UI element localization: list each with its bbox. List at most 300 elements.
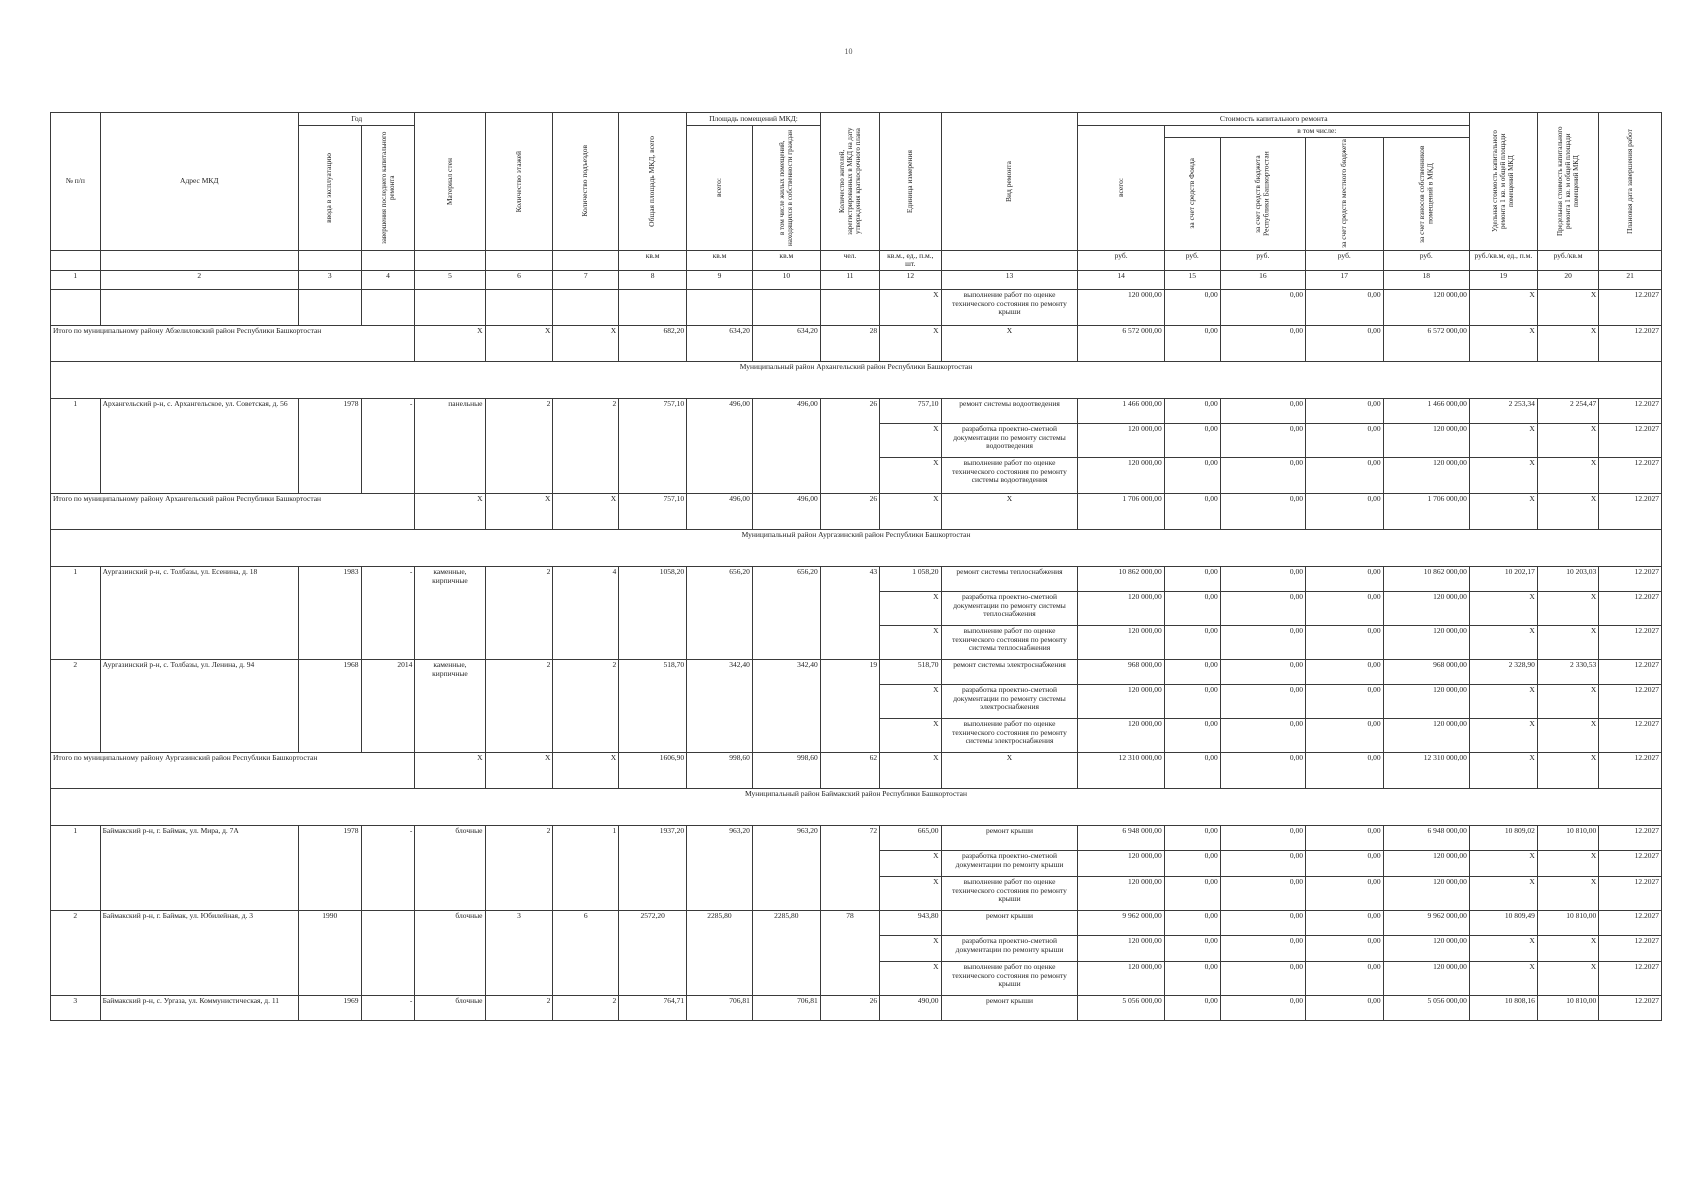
cell-local: 0,00 [1305, 625, 1383, 659]
cell-unit: 665,00 [880, 825, 941, 850]
cell-people: 62 [820, 752, 879, 788]
cell-work: разработка проектно-сметной документации по ремонту системы водоотведения [941, 423, 1078, 457]
section-title: Муниципальный район Аургазинский район Республики Башкортостан [51, 529, 1662, 566]
cell-fund: 0,00 [1164, 961, 1220, 995]
cell-entrances: 6 [553, 910, 619, 995]
table-row [51, 566, 1662, 591]
cell-people: 28 [820, 325, 879, 361]
cell-work: ремонт системы водоотведения [941, 398, 1078, 423]
cell-area: 518,70 [619, 659, 687, 752]
col-number: 16 [1220, 270, 1305, 289]
hdr-num: № п/п [51, 113, 101, 251]
cell-total: 9 962 000,00 [1078, 910, 1164, 935]
cell-material: блочные [415, 910, 485, 995]
unit-rub: руб. [1305, 250, 1383, 270]
cell-premises: 634,20 [687, 325, 753, 361]
col-number: 11 [820, 270, 879, 289]
cell-people: 72 [820, 825, 879, 910]
col-number: 21 [1599, 270, 1662, 289]
cell-total: 120 000,00 [1078, 625, 1164, 659]
cell-local: 0,00 [1305, 718, 1383, 752]
cell-owners: 1 466 000,00 [1383, 398, 1469, 423]
page-number: 10 [844, 47, 853, 56]
cell-x: X [553, 325, 619, 361]
cell-floors: 2 [485, 398, 553, 493]
cell-last-repair: - [361, 995, 415, 1020]
cell-premises: 342,40 [687, 659, 753, 752]
cell-total: 120 000,00 [1078, 876, 1164, 910]
cell-x: X [485, 493, 553, 529]
cell-res-area: 496,00 [752, 493, 820, 529]
hdr-residents: Количество жителей, зарегистрированных в МКД на дату утверждения краткосрочного плана [820, 113, 879, 251]
col-number: 10 [752, 270, 820, 289]
cell-date: 12.2027 [1599, 910, 1662, 935]
table-row [51, 659, 1662, 684]
cell-floors: 2 [485, 825, 553, 910]
cell-work: выполнение работ по оценке технического состояния по ремонту крыши [941, 289, 1078, 325]
cell-unit-cost: X [1469, 591, 1537, 625]
cell-premises: 656,20 [687, 566, 753, 659]
cell-res-area: 496,00 [752, 398, 820, 493]
cell-work: X [941, 752, 1078, 788]
cell-local: 0,00 [1305, 961, 1383, 995]
cell-material: блочные [415, 825, 485, 910]
cell-owners: 120 000,00 [1383, 935, 1469, 961]
cell-unit: X [880, 457, 941, 493]
cell-entrances: 2 [553, 995, 619, 1020]
cell-date: 12.2027 [1599, 325, 1662, 361]
section-row [51, 361, 1662, 398]
cell-material: каменные, кирпичные [415, 566, 485, 659]
cell-max-cost: X [1537, 752, 1598, 788]
cell-local: 0,00 [1305, 876, 1383, 910]
cell-people: 26 [820, 398, 879, 493]
column-numbers-row [51, 270, 1662, 289]
cell-work: разработка проектно-сметной документации по ремонту системы теплоснабжения [941, 591, 1078, 625]
cell-max-cost: 2 254,47 [1537, 398, 1598, 423]
cell-work: выполнение работ по оценке технического состояния по ремонту системы водоотведения [941, 457, 1078, 493]
cell-num: 1 [51, 398, 101, 493]
cell-work: ремонт системы электроснабжения [941, 659, 1078, 684]
cell-rb: 0,00 [1220, 325, 1305, 361]
cell-x: X [553, 752, 619, 788]
cell-owners: 6 948 000,00 [1383, 825, 1469, 850]
cell-area: 757,10 [619, 398, 687, 493]
cell-rb: 0,00 [1220, 457, 1305, 493]
cell-unit: X [880, 289, 941, 325]
cell-unit: X [880, 718, 941, 752]
cell-local: 0,00 [1305, 591, 1383, 625]
cell-premises: 706,81 [687, 995, 753, 1020]
cell-local: 0,00 [1305, 684, 1383, 718]
hdr-local-budget: за счет средств местного бюджета [1305, 137, 1383, 250]
cell-area: 1058,20 [619, 566, 687, 659]
cell-fund: 0,00 [1164, 423, 1220, 457]
cell-premises: 963,20 [687, 825, 753, 910]
cell-local: 0,00 [1305, 825, 1383, 850]
cell-unit-cost: 2 328,90 [1469, 659, 1537, 684]
total-label: Итого по муниципальному району Аургазинский район Республики Башкортостан [51, 752, 415, 788]
cell-local: 0,00 [1305, 659, 1383, 684]
cell-fund: 0,00 [1164, 718, 1220, 752]
cell-local: 0,00 [1305, 423, 1383, 457]
cell-unit: 1 058,20 [880, 566, 941, 591]
cell-unit: 490,00 [880, 995, 941, 1020]
cell-total: 120 000,00 [1078, 684, 1164, 718]
cell-max-cost: X [1537, 850, 1598, 876]
col-number: 9 [687, 270, 753, 289]
cell-total: 120 000,00 [1078, 935, 1164, 961]
cell-work: X [941, 325, 1078, 361]
cell-owners: 120 000,00 [1383, 625, 1469, 659]
cell-rb: 0,00 [1220, 876, 1305, 910]
cell-date: 12.2027 [1599, 457, 1662, 493]
hdr-unit-cost: Удельная стоимость капитального ремонта 1 кв. м общей площади помещений МКД [1469, 113, 1537, 251]
total-label: Итого по муниципальному району Архангельский район Республики Башкортостан [51, 493, 415, 529]
cell-people: 78 [820, 910, 879, 995]
cell-max-cost: X [1537, 325, 1598, 361]
col-number: 14 [1078, 270, 1164, 289]
cell-work: выполнение работ по оценке технического состояния по ремонту крыши [941, 961, 1078, 995]
hdr-premises-group: Площадь помещений МКД: [687, 113, 821, 126]
hdr-wall-material: Материал стен [415, 113, 485, 251]
cell-people: 43 [820, 566, 879, 659]
cell-total: 6 572 000,00 [1078, 325, 1164, 361]
unit-rub: руб. [1164, 250, 1220, 270]
cell-area: 2572,20 [619, 910, 687, 995]
unit-sqm: кв.м [687, 250, 753, 270]
total-row [51, 752, 1662, 788]
hdr-cost-total: всего: [1078, 126, 1164, 251]
cell-res-area: 342,40 [752, 659, 820, 752]
cell-unit-cost: X [1469, 423, 1537, 457]
hdr-planned-date: Плановая дата завершения работ [1599, 113, 1662, 251]
cell-date: 12.2027 [1599, 961, 1662, 995]
cell-x: X [415, 752, 485, 788]
hdr-work-type: Вид ремонта [941, 113, 1078, 251]
total-row [51, 493, 1662, 529]
hdr-floors: Количество этажей [485, 113, 553, 251]
cell-num: 2 [51, 910, 101, 995]
cell-date: 12.2027 [1599, 995, 1662, 1020]
cell-rb: 0,00 [1220, 995, 1305, 1020]
cell-fund: 0,00 [1164, 566, 1220, 591]
cell-total: 1 466 000,00 [1078, 398, 1164, 423]
cell-date: 12.2027 [1599, 289, 1662, 325]
cell-people: 19 [820, 659, 879, 752]
col-number: 18 [1383, 270, 1469, 289]
cell-address: Архангельский р-н, с. Архангельское, ул. Советская, д. 56 [100, 398, 298, 493]
cell-premises: 998,60 [687, 752, 753, 788]
cell-fund: 0,00 [1164, 457, 1220, 493]
units-row [51, 250, 1662, 270]
cell-fund: 0,00 [1164, 625, 1220, 659]
cell-work: X [941, 493, 1078, 529]
cell-rb: 0,00 [1220, 591, 1305, 625]
cell-unit-cost: X [1469, 850, 1537, 876]
cell-unit: X [880, 591, 941, 625]
unit-rub: руб. [1078, 250, 1164, 270]
table-row [51, 398, 1662, 423]
cell-max-cost: 10 810,00 [1537, 995, 1598, 1020]
cell-max-cost: 10 810,00 [1537, 825, 1598, 850]
cell-total: 120 000,00 [1078, 591, 1164, 625]
cell-year: 1983 [298, 566, 361, 659]
cell-num: 1 [51, 566, 101, 659]
cell-floors: 2 [485, 659, 553, 752]
cell-total: 120 000,00 [1078, 289, 1164, 325]
cell-local: 0,00 [1305, 995, 1383, 1020]
cell-fund: 0,00 [1164, 995, 1220, 1020]
cell-rb: 0,00 [1220, 566, 1305, 591]
cell-year: 1978 [298, 398, 361, 493]
cell-people: 26 [820, 995, 879, 1020]
hdr-address: Адрес МКД [100, 113, 298, 251]
cell-total: 6 948 000,00 [1078, 825, 1164, 850]
cell-address: Аургазинский р-н, с. Толбазы, ул. Есенина, д. 18 [100, 566, 298, 659]
cell-work: выполнение работ по оценке технического состояния по ремонту крыши [941, 876, 1078, 910]
cell-floors: 2 [485, 995, 553, 1020]
cell-unit: X [880, 752, 941, 788]
cell-fund: 0,00 [1164, 659, 1220, 684]
cell-x: X [485, 325, 553, 361]
cell-rb: 0,00 [1220, 289, 1305, 325]
cell-local: 0,00 [1305, 935, 1383, 961]
cell-rb: 0,00 [1220, 625, 1305, 659]
hdr-entrances: Количество подъездов [553, 113, 619, 251]
cell-total: 968 000,00 [1078, 659, 1164, 684]
col-number: 19 [1469, 270, 1537, 289]
cell-local: 0,00 [1305, 325, 1383, 361]
cell-res-area: 998,60 [752, 752, 820, 788]
unit-rub: руб. [1383, 250, 1469, 270]
table-row [51, 910, 1662, 935]
cell-floors: 2 [485, 566, 553, 659]
cell-area: 764,71 [619, 995, 687, 1020]
cell-unit-cost: 10 808,16 [1469, 995, 1537, 1020]
cell-res-area: 634,20 [752, 325, 820, 361]
cell-rb: 0,00 [1220, 910, 1305, 935]
cell-last-repair: - [361, 398, 415, 493]
cell-last-repair: 2014 [361, 659, 415, 752]
cell-floors: 3 [485, 910, 553, 995]
hdr-owners: за счет взносов собственников помещений в МКД [1383, 137, 1469, 250]
table-row [51, 825, 1662, 850]
cell-work: выполнение работ по оценке технического состояния по ремонту системы теплоснабжения [941, 625, 1078, 659]
cell-owners: 12 310 000,00 [1383, 752, 1469, 788]
hdr-year-last-repair: завершения последнего капитального ремонта [361, 126, 415, 251]
cell-date: 12.2027 [1599, 398, 1662, 423]
col-number: 8 [619, 270, 687, 289]
col-number: 2 [100, 270, 298, 289]
cell-date: 12.2027 [1599, 566, 1662, 591]
cell-x: X [485, 752, 553, 788]
cell-area: 757,10 [619, 493, 687, 529]
cell-address: Баймакский р-н, г. Баймак, ул. Мира, д. 7А [100, 825, 298, 910]
cell-rb: 0,00 [1220, 850, 1305, 876]
cell-total: 12 310 000,00 [1078, 752, 1164, 788]
capital-repair-table [50, 112, 1662, 1021]
cell-entrances: 2 [553, 659, 619, 752]
cell-date: 12.2027 [1599, 752, 1662, 788]
cell-owners: 6 572 000,00 [1383, 325, 1469, 361]
cell-unit-cost: X [1469, 752, 1537, 788]
cell-unit-cost: X [1469, 718, 1537, 752]
cell-rb: 0,00 [1220, 752, 1305, 788]
cell-max-cost: X [1537, 289, 1598, 325]
cell-rb: 0,00 [1220, 935, 1305, 961]
cell-owners: 120 000,00 [1383, 876, 1469, 910]
unit-sqm: кв.м [619, 250, 687, 270]
cell-work: выполнение работ по оценке технического состояния по ремонту системы электроснабжения [941, 718, 1078, 752]
hdr-unit-measure: Единица измерения [880, 113, 941, 251]
cell-rb: 0,00 [1220, 718, 1305, 752]
cell-unit: X [880, 625, 941, 659]
cell-premises: 496,00 [687, 493, 753, 529]
cell-owners: 120 000,00 [1383, 289, 1469, 325]
section-title: Муниципальный район Архангельский район Республики Башкортостан [51, 361, 1662, 398]
cell-entrances: 2 [553, 398, 619, 493]
cell-owners: 120 000,00 [1383, 684, 1469, 718]
cell-unit: X [880, 876, 941, 910]
cell-work: ремонт системы теплоснабжения [941, 566, 1078, 591]
table-row [51, 289, 1662, 325]
cell-total: 1 706 000,00 [1078, 493, 1164, 529]
cell-rb: 0,00 [1220, 825, 1305, 850]
cell-year: 1978 [298, 825, 361, 910]
cell-max-cost: 10 810,00 [1537, 910, 1598, 935]
cell-date: 12.2027 [1599, 825, 1662, 850]
cell-entrances: 4 [553, 566, 619, 659]
cell-date: 12.2027 [1599, 684, 1662, 718]
cell-local: 0,00 [1305, 850, 1383, 876]
cell-work: разработка проектно-сметной документации по ремонту крыши [941, 850, 1078, 876]
cell-date: 12.2027 [1599, 659, 1662, 684]
cell-num: 1 [51, 825, 101, 910]
cell-x: X [553, 493, 619, 529]
cell-unit: X [880, 935, 941, 961]
cell-date: 12.2027 [1599, 876, 1662, 910]
cell-premises: 2285,80 [687, 910, 753, 995]
col-number: 1 [51, 270, 101, 289]
cell-local: 0,00 [1305, 493, 1383, 529]
col-number: 7 [553, 270, 619, 289]
cell-fund: 0,00 [1164, 876, 1220, 910]
col-number: 12 [880, 270, 941, 289]
unit-col12: кв.м., ед., п.м., шт. [880, 250, 941, 270]
cell-rb: 0,00 [1220, 493, 1305, 529]
cell-owners: 1 706 000,00 [1383, 493, 1469, 529]
cell-unit-cost: X [1469, 457, 1537, 493]
hdr-max-unit-cost: Предельная стоимость капитального ремонта 1 кв. м общей площади помещений МКД [1537, 113, 1598, 251]
cell-max-cost: X [1537, 625, 1598, 659]
cell-work: разработка проектно-сметной документации по ремонту системы электроснабжения [941, 684, 1078, 718]
hdr-year-group: Год [298, 113, 414, 126]
cell-address: Баймакский р-н, с. Ургаза, ул. Коммунистическая, д. 11 [100, 995, 298, 1020]
cell-local: 0,00 [1305, 752, 1383, 788]
cell-fund: 0,00 [1164, 850, 1220, 876]
cell-max-cost: X [1537, 935, 1598, 961]
total-row [51, 325, 1662, 361]
cell-num: 2 [51, 659, 101, 752]
cell-date: 12.2027 [1599, 850, 1662, 876]
cell-area: 1606,90 [619, 752, 687, 788]
hdr-rb-budget: за счет средств бюджета Республики Башкортостан [1220, 137, 1305, 250]
cell-year: 1969 [298, 995, 361, 1020]
cell-date: 12.2027 [1599, 591, 1662, 625]
hdr-year-commission: ввода в эксплуатацию [298, 126, 361, 251]
cell-max-cost: 2 330,53 [1537, 659, 1598, 684]
cell-date: 12.2027 [1599, 625, 1662, 659]
cell-date: 12.2027 [1599, 423, 1662, 457]
cell-local: 0,00 [1305, 289, 1383, 325]
cell-unit: X [880, 961, 941, 995]
cell-max-cost: X [1537, 591, 1598, 625]
hdr-incl: в том числе: [1164, 126, 1469, 138]
cell-max-cost: X [1537, 718, 1598, 752]
hdr-total-area: Общая площадь МКД, всего [619, 113, 687, 251]
col-number: 17 [1305, 270, 1383, 289]
cell-owners: 5 056 000,00 [1383, 995, 1469, 1020]
cell-owners: 120 000,00 [1383, 457, 1469, 493]
cell-unit-cost: X [1469, 493, 1537, 529]
cell-unit-cost: 10 809,49 [1469, 910, 1537, 935]
cell-unit-cost: X [1469, 876, 1537, 910]
cell-rb: 0,00 [1220, 684, 1305, 718]
cell-unit: X [880, 325, 941, 361]
cell-unit-cost: X [1469, 625, 1537, 659]
cell-material: каменные, кирпичные [415, 659, 485, 752]
cell-res-area: 963,20 [752, 825, 820, 910]
cell-work: разработка проектно-сметной документации по ремонту крыши [941, 935, 1078, 961]
cell-unit: X [880, 850, 941, 876]
col-number: 4 [361, 270, 415, 289]
section-title: Муниципальный район Баймакский район Республики Башкортостан [51, 788, 1662, 825]
cell-unit: 943,80 [880, 910, 941, 935]
cell-total: 120 000,00 [1078, 961, 1164, 995]
cell-owners: 120 000,00 [1383, 591, 1469, 625]
cell-unit-cost: 10 202,17 [1469, 566, 1537, 591]
cell-unit-cost: 2 253,34 [1469, 398, 1537, 423]
unit-rub-per: руб./кв.м, ед., п.м. [1469, 250, 1537, 270]
cell-unit-cost: X [1469, 935, 1537, 961]
cell-fund: 0,00 [1164, 591, 1220, 625]
cell-x: X [415, 325, 485, 361]
section-row [51, 788, 1662, 825]
cell-num: 3 [51, 995, 101, 1020]
cell-rb: 0,00 [1220, 423, 1305, 457]
cell-total: 120 000,00 [1078, 423, 1164, 457]
section-row [51, 529, 1662, 566]
col-number: 20 [1537, 270, 1598, 289]
cell-year: 1990 [298, 910, 361, 995]
cell-work: ремонт крыши [941, 910, 1078, 935]
cell-local: 0,00 [1305, 457, 1383, 493]
cell-people: 26 [820, 493, 879, 529]
col-number: 5 [415, 270, 485, 289]
cell-area: 682,20 [619, 325, 687, 361]
col-number: 15 [1164, 270, 1220, 289]
hdr-premises-total: всего: [687, 126, 753, 251]
hdr-cost-group: Стоимость капитального ремонта [1078, 113, 1469, 126]
cell-fund: 0,00 [1164, 935, 1220, 961]
cell-fund: 0,00 [1164, 684, 1220, 718]
cell-address: Аургазинский р-н, с. Толбазы, ул. Ленина, д. 94 [100, 659, 298, 752]
cell-year: 1968 [298, 659, 361, 752]
cell-total: 120 000,00 [1078, 850, 1164, 876]
cell-total: 10 862 000,00 [1078, 566, 1164, 591]
cell-unit: 518,70 [880, 659, 941, 684]
